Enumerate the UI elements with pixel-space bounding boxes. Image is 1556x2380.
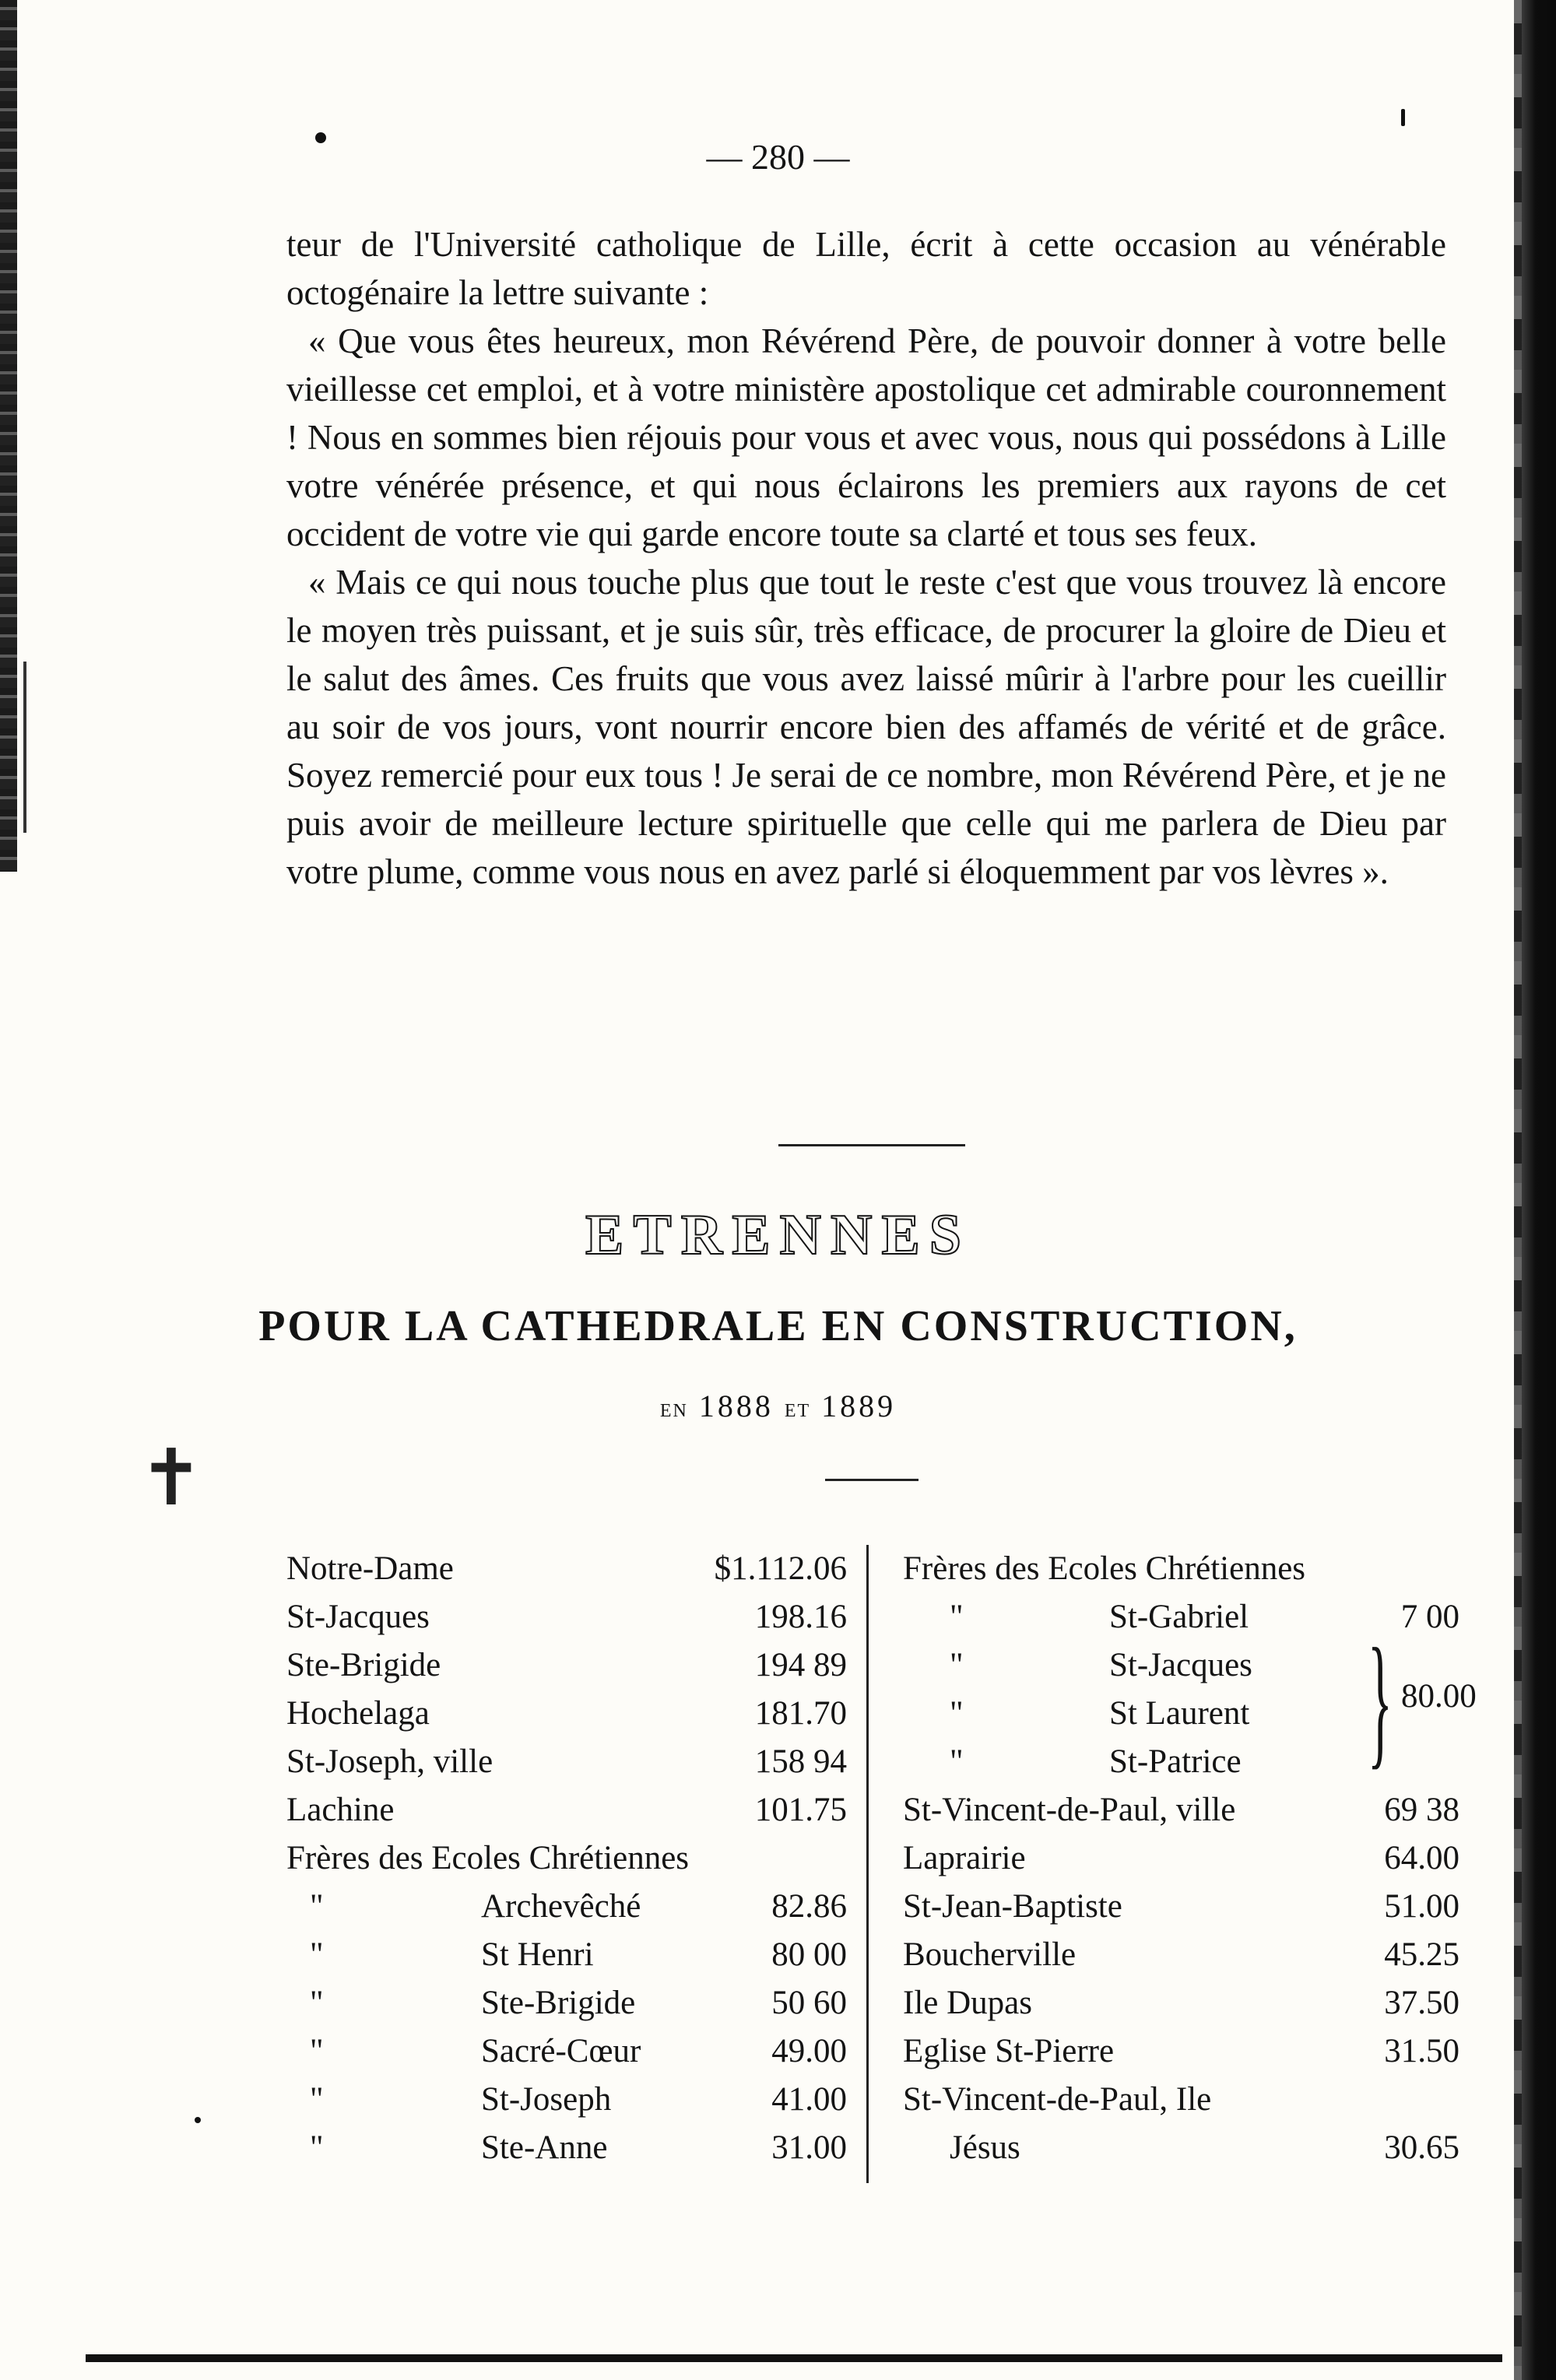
- separator-rule: [778, 1144, 965, 1146]
- column-divider: [866, 1545, 869, 2183]
- parish-name: Ste-Brigide: [481, 1985, 636, 2021]
- parish-name: St-Gabriel: [1109, 1599, 1249, 1635]
- list-item: [286, 1738, 847, 1786]
- ink-speck: [1401, 109, 1405, 126]
- parish-name: Hochelaga: [286, 1695, 430, 1732]
- parish-name: St Henri: [481, 1936, 594, 1973]
- donation-amount: 198.16: [754, 1599, 847, 1635]
- separator-rule-short: [825, 1479, 918, 1481]
- donation-amount: 49.00: [771, 2033, 847, 2069]
- list-item: [286, 1979, 847, 2027]
- section-title: ETRENNES: [585, 1203, 971, 1267]
- donation-amount: 41.00: [771, 2081, 847, 2118]
- list-item: [286, 1641, 847, 1690]
- parish-name: St-Jacques: [286, 1599, 430, 1635]
- list-item: [903, 2027, 1459, 2076]
- scan-edge-left: [0, 0, 17, 872]
- donation-amount: 64.00: [1384, 1840, 1459, 1876]
- margin-cross-mark: ✝: [139, 1432, 204, 1523]
- list-item: [286, 1834, 847, 1883]
- list-item: [286, 1931, 847, 1979]
- paragraph-3: « Mais ce qui nous touche plus que tout le reste c'est que vous trouvez là encore le moyen très puissant, et je suis sûr, très efficace, de procurer la gloire de Dieu et le salut des âmes. Ces fruits que vous avez laissé mûrir à l'arbre pour les cueillir au soir de vos jours, vont nourrir encore bien des affamés de vérité et de grâce. Soyez remercié pour eux tous ! Je serai de ce nombre, mon Révérend Père, et je ne puis avoir de meilleure lecture spirituelle que celle qui me parlera de Dieu par votre plume, comme vous nous en avez parlé si éloquemment par vos lèvres ».: [286, 563, 1446, 891]
- list-item: [903, 1545, 1459, 1593]
- donation-amount: 50 60: [771, 1985, 847, 2021]
- list-item: [286, 2076, 847, 2124]
- list-item: [903, 1834, 1459, 1883]
- parish-name: St-Vincent-de-Paul, Ile: [903, 2081, 1212, 2118]
- donation-amount: 30.65: [1384, 2129, 1459, 2166]
- scan-edge-mark: [23, 662, 26, 833]
- parish-name: Eglise St-Pierre: [903, 2033, 1115, 2069]
- years-mid: ET: [784, 1401, 811, 1421]
- section-years: [0, 1388, 1556, 1424]
- list-item: [286, 2027, 847, 2076]
- page-number: — 280 —: [706, 137, 850, 177]
- ditto-mark: ": [950, 1647, 964, 1683]
- donation-amount: 37.50: [1384, 1985, 1459, 2021]
- donation-amount: $1.112.06: [714, 1550, 847, 1587]
- ditto-mark: ": [310, 1985, 324, 2021]
- year-2: 1889: [821, 1388, 897, 1423]
- grouped-amount: 80.00: [1401, 1678, 1477, 1715]
- parish-name: Lachine: [286, 1792, 395, 1828]
- donation-amount: 101.75: [754, 1792, 847, 1828]
- donation-amount: 51.00: [1384, 1888, 1459, 1925]
- ditto-mark: ": [310, 1936, 324, 1973]
- parish-name: Ile Dupas: [903, 1985, 1032, 2021]
- parish-name: Archevêché: [481, 1888, 641, 1925]
- list-item: [903, 2124, 1459, 2172]
- body-text: [286, 220, 1446, 896]
- paragraph-2: « Que vous êtes heureux, mon Révérend Père, de pouvoir donner à votre belle vieillesse cet emploi, et à votre ministère apostolique cet admirable couronnement ! Nous en sommes bien réjouis pour vous et avec vous, nous qui possédons à Lille votre vénérée présence, et qui nous éclairons les premiers aux rayons de cet occident de votre vie qui garde encore toute sa clarté et tous ses feux.: [286, 321, 1446, 553]
- ditto-mark: ": [950, 1695, 964, 1732]
- list-item: [286, 2124, 847, 2172]
- ditto-mark: ": [310, 2081, 324, 2118]
- parish-name: St-Joseph: [481, 2081, 612, 2118]
- section-subtitle: POUR LA CATHEDRALE EN CONSTRUCTION,: [258, 1302, 1298, 1350]
- scan-edge-right: [1522, 0, 1556, 2380]
- parish-name: Jésus: [950, 2129, 1020, 2166]
- ditto-mark: ": [310, 2033, 324, 2069]
- parish-name: St-Jacques: [1109, 1647, 1252, 1683]
- grouping-brace: }: [1368, 1619, 1393, 1782]
- parish-name: St-Joseph, ville: [286, 1743, 493, 1780]
- ditto-mark: ": [950, 1743, 964, 1780]
- donation-amount: 82.86: [771, 1888, 847, 1925]
- group-heading: Frères des Ecoles Chrétiennes: [903, 1550, 1306, 1587]
- list-item: [903, 2076, 1459, 2124]
- donation-amount: 45.25: [1384, 1936, 1459, 1973]
- list-item: [286, 1545, 847, 1593]
- ditto-mark: ": [310, 1888, 324, 1925]
- list-item: [286, 1786, 847, 1834]
- scan-edge-bottom: [86, 2354, 1502, 2362]
- donation-amount: 69 38: [1384, 1792, 1459, 1828]
- parish-name: Boucherville: [903, 1936, 1077, 1973]
- list-item: [903, 1979, 1459, 2027]
- parish-name: St-Jean-Baptiste: [903, 1888, 1122, 1925]
- list-item: [903, 1931, 1459, 1979]
- list-item: [903, 1883, 1459, 1931]
- parish-name: St Laurent: [1109, 1695, 1250, 1732]
- ditto-mark: ": [950, 1599, 964, 1635]
- paragraph-1: teur de l'Université catholique de Lille, écrit à cette occasion au vénérable octogénaire la lettre suivante :: [286, 225, 1446, 312]
- list-item: [286, 1593, 847, 1641]
- donation-amount: 158 94: [754, 1743, 847, 1780]
- donation-amount: 31.50: [1384, 2033, 1459, 2069]
- parish-name: Laprairie: [903, 1840, 1026, 1876]
- parish-name: Sacré-Cœur: [481, 2033, 641, 2069]
- parish-name: Ste-Anne: [481, 2129, 608, 2166]
- scan-edge-right-inner: [1514, 0, 1522, 2380]
- donation-amount: 194 89: [754, 1647, 847, 1683]
- list-item: [903, 1786, 1459, 1834]
- donation-amount: 31.00: [771, 2129, 847, 2166]
- parish-name: Ste-Brigide: [286, 1647, 441, 1683]
- parish-name: St-Vincent-de-Paul, ville: [903, 1792, 1236, 1828]
- year-1: 1888: [698, 1388, 774, 1423]
- list-item: [286, 1883, 847, 1931]
- parish-name: Notre-Dame: [286, 1550, 454, 1587]
- donation-amount: 80 00: [771, 1936, 847, 1973]
- parish-name: St-Patrice: [1109, 1743, 1242, 1780]
- group-heading: Frères des Ecoles Chrétiennes: [286, 1840, 690, 1876]
- years-prefix: EN: [659, 1401, 688, 1421]
- ditto-mark: ": [310, 2129, 324, 2166]
- list-item: [286, 1690, 847, 1738]
- ink-speck: [195, 2117, 201, 2123]
- donation-amount: 181.70: [754, 1695, 847, 1732]
- donation-amount: 7 00: [1400, 1599, 1459, 1635]
